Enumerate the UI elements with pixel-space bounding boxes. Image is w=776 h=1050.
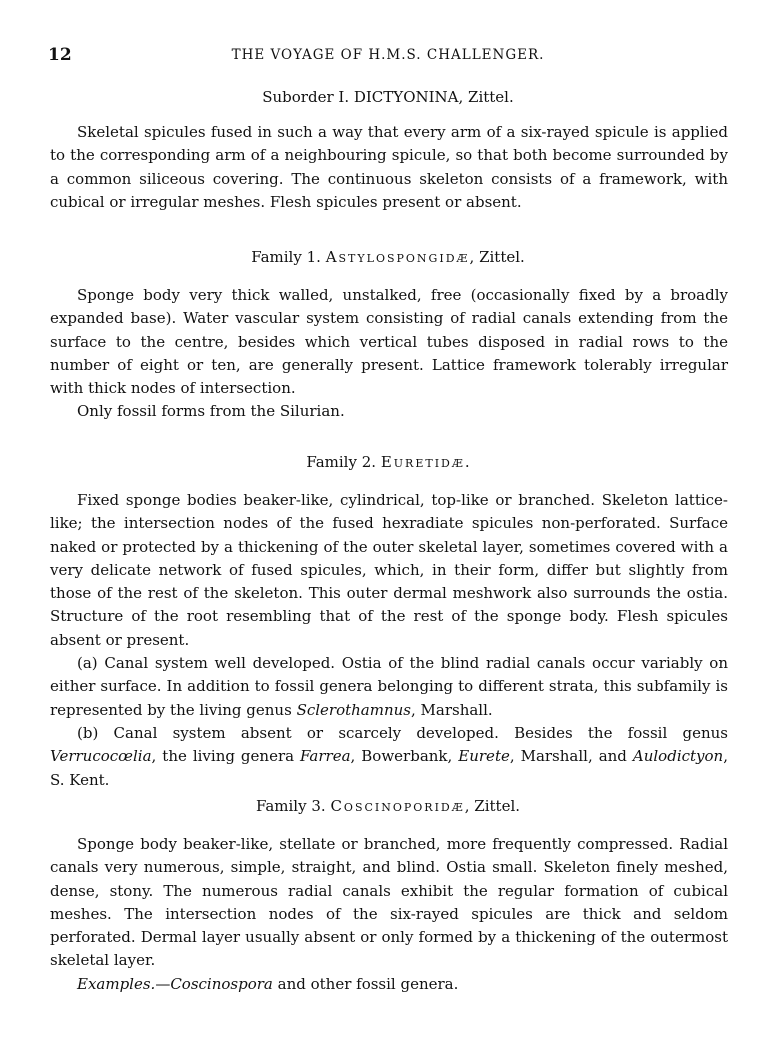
paragraph: Fixed sponge bodies beaker-like, cylindrical, top-like or branched. Skeleton lattice-like; the intersection nodes of the fused hexradiate spicules non-perforated. Surface naked or protected by a thickening of the outer skeletal layer, sometimes covered with a very delicate network of fused spicules, which, in their form, differ but slightly from those of the rest of the skeleton. This outer dermal meshwork also surrounds the ostia. Structure of the root resembling that of the rest of the sponge body. Flesh spicules absent or present. xyxy=(50,491,728,649)
paragraph: Sponge body very thick walled, unstalked, free (occasionally fixed by a broadly expanded base). Water vascular system consisting of radial canals extending from the surface to the centre, besides which vertical tubes disposed in radial rows to the number of eight or ten, are generally present. Lattice framework tolerably irregular with thick nodes of intersection. xyxy=(50,286,728,398)
family-name: Astylospongidæ xyxy=(325,248,470,266)
family-2-heading: Family 2. Euretidæ. xyxy=(306,453,470,471)
running-title: THE VOYAGE OF H.M.S. CHALLENGER. xyxy=(231,47,545,63)
page-number: 12 xyxy=(48,45,72,65)
subfamily-b: (b) Canal system absent or scarcely developed. Besides the fossil genus Verrucocœlia, the living genera Farrea, Bowerbank, Eurete, Marshall, and Aulodictyon, S. Kent. xyxy=(50,723,728,789)
family-2-description xyxy=(50,489,728,792)
family-3-description xyxy=(50,833,728,996)
family-1-heading: Family 1. Astylospongidæ, Zittel. xyxy=(251,248,525,266)
subfamily-a: (a) Canal system well developed. Ostia of the blind radial canals occur variably on either surface. In addition to fossil genera belonging to different strata, this subfamily is represented by the living genus Sclerothamnus, Marshall. xyxy=(50,654,728,719)
family-name: Coscinoporidæ xyxy=(330,797,465,815)
family-name: Euretidæ xyxy=(380,453,465,471)
examples-line: Examples.—Coscinospora and other fossil genera. xyxy=(77,974,459,993)
paragraph: Sponge body beaker-like, stellate or branched, more frequently compressed. Radial canals very numerous, simple, straight, and blind. Ostia small. Skeleton finely meshed, dense, stony. The numerous radial canals exhibit the regular formation of cubical meshes. The intersection nodes of the six-rayed spicules are thick and seldom perforated. Dermal layer usually absent or only formed by a thickening of the outermost skeletal layer. xyxy=(50,835,728,970)
genus-name: Verrucocœlia xyxy=(50,747,152,766)
page-header xyxy=(48,45,728,69)
suborder-description xyxy=(50,121,728,214)
paragraph: Skeletal spicules fused in such a way that every arm of a six-rayed spicule is applied to the corresponding arm of a neighbouring spicule, so that both become surrounded by a common siliceous covering. The continuous skeleton consists of a framework, with cubical or irregular meshes. Flesh spicules present or absent. xyxy=(50,123,728,211)
paragraph: Only fossil forms from the Silurian. xyxy=(77,402,345,421)
genus-name: Eurete xyxy=(458,747,510,766)
genus-name: Aulodictyon xyxy=(632,747,724,766)
family-3-heading: Family 3. Coscinoporidæ, Zittel. xyxy=(255,797,521,815)
genus-name: Farrea xyxy=(300,747,351,766)
genus-name: Coscinospora xyxy=(170,974,273,993)
suborder-title: Suborder I. DICTYONINA, Zittel. xyxy=(262,88,514,106)
family-1-description xyxy=(50,284,728,424)
genus-name: Sclerothamnus xyxy=(296,700,411,719)
